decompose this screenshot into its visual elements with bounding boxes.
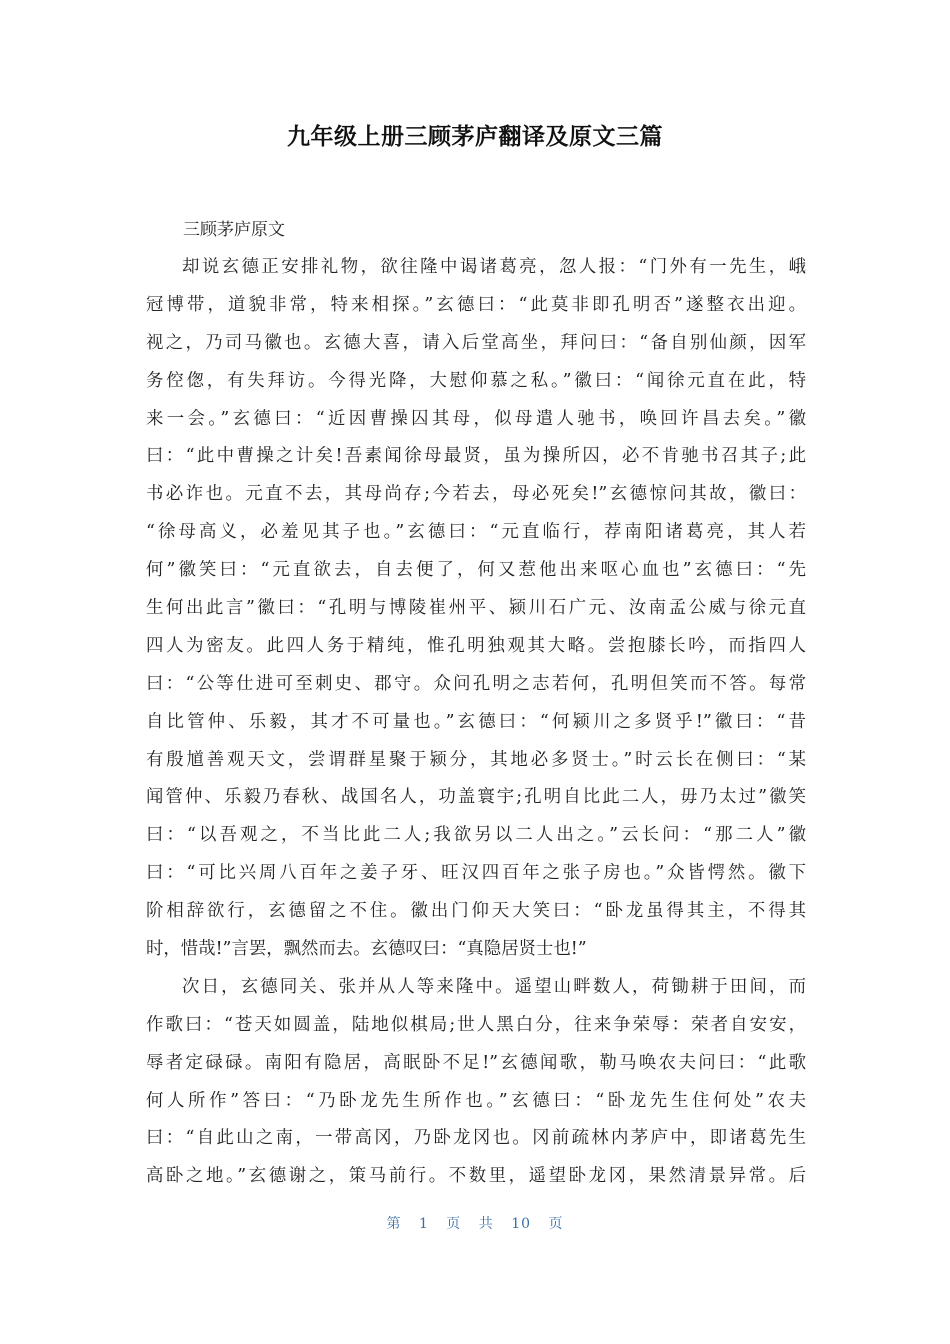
text-line: 曰：“以吾观之，不当比此二人;我欲另以二人出之。”云长问：“那二人”徽: [146, 825, 806, 846]
text-line: 视之，乃司马徽也。玄德大喜，请入后堂高坐，拜问曰：“备自别仙颜，因军: [146, 332, 806, 353]
text-line: 高卧之地。”玄德谢之，策马前行。不数里，遥望卧龙冈，果然清景异常。后: [146, 1166, 806, 1187]
body-text: [146, 249, 806, 1196]
document-title: 九年级上册三顾茅庐翻译及原文三篇: [287, 124, 663, 150]
text-line: 有殷馗善观天文，尝谓群星聚于颍分，其地必多贤士。”时云长在侧曰：“某: [146, 749, 806, 770]
text-line: “徐母高义，必羞见其子也。”玄德曰：“元直临行，荐南阳诸葛亮，其人若: [146, 522, 806, 543]
text-line: 生何出此言”徽曰：“孔明与博陵崔州平、颍川石广元、汝南孟公威与徐元直: [146, 598, 806, 619]
text-line: 阶相辞欲行，玄德留之不住。徽出门仰天大笑曰：“卧龙虽得其主，不得其: [146, 901, 806, 922]
text-line: 来一会。”玄德曰：“近因曹操囚其母，似母遣人驰书，唤回许昌去矣。”徽: [146, 408, 806, 429]
text-line: 书必诈也。元直不去，其母尚存;今若去，母必死矣!”玄德惊问其故，徽曰：: [146, 484, 806, 505]
text-line: 何”徽笑曰：“元直欲去，自去便了，何又惹他出来呕心血也”玄德曰：“先: [146, 560, 806, 581]
text-line: 辱者定碌碌。南阳有隐居，高眠卧不足!”玄德闻歌，勒马唤农夫问曰：“此歌: [146, 1052, 806, 1073]
text-line: 次日，玄德同关、张并从人等来隆中。遥望山畔数人，荷锄耕于田间，而: [182, 976, 806, 997]
text-line: 务倥偬，有失拜访。今得光降，大慰仰慕之私。”徽曰：“闻徐元直在此，特: [146, 370, 806, 391]
text-line: 曰：“自此山之南，一带高冈，乃卧龙冈也。冈前疏林内茅庐中，即诸葛先生: [146, 1128, 806, 1149]
text-line: 却说玄德正安排礼物，欲往隆中谒诸葛亮，忽人报：“门外有一先生，峨: [182, 257, 806, 277]
text-line: 时，惜哉!”言罢，飘然而去。玄德叹曰：“真隐居贤士也!”: [146, 939, 587, 960]
text-line: 作歌曰：“苍天如圆盖，陆地似棋局;世人黑白分，往来争荣辱：荣者自安安，: [146, 1014, 806, 1035]
section-heading: 三顾茅庐原文: [183, 220, 285, 240]
page-number-footer: 第 1 页 共 10 页: [386, 1216, 564, 1232]
text-line: 曰：“此中曹操之计矣!吾素闻徐母最贤，虽为操所囚，必不肯驰书召其子;此: [146, 446, 806, 467]
text-line: 曰：“公等仕进可至刺史、郡守。众问孔明之志若何，孔明但笑而不答。每常: [146, 673, 806, 694]
text-line: 曰：“可比兴周八百年之姜子牙、旺汉四百年之张子房也。”众皆愕然。徽下: [146, 863, 806, 884]
text-line: 四人为密友。此四人务于精纯，惟孔明独观其大略。尝抱膝长吟，而指四人: [146, 635, 806, 656]
text-line: 闻管仲、乐毅乃春秋、战国名人，功盖寰宇;孔明自比此二人，毋乃太过”徽笑: [146, 787, 806, 808]
text-line: 冠博带，道貌非常，特来相探。”玄德曰：“此莫非即孔明否”遂整衣出迎。: [146, 294, 806, 315]
text-line: 自比管仲、乐毅，其才不可量也。”玄德曰：“何颍川之多贤乎!”徽曰：“昔: [146, 711, 806, 732]
text-line: 何人所作”答曰：“乃卧龙先生所作也。”玄德曰：“卧龙先生住何处”农夫: [146, 1090, 806, 1111]
